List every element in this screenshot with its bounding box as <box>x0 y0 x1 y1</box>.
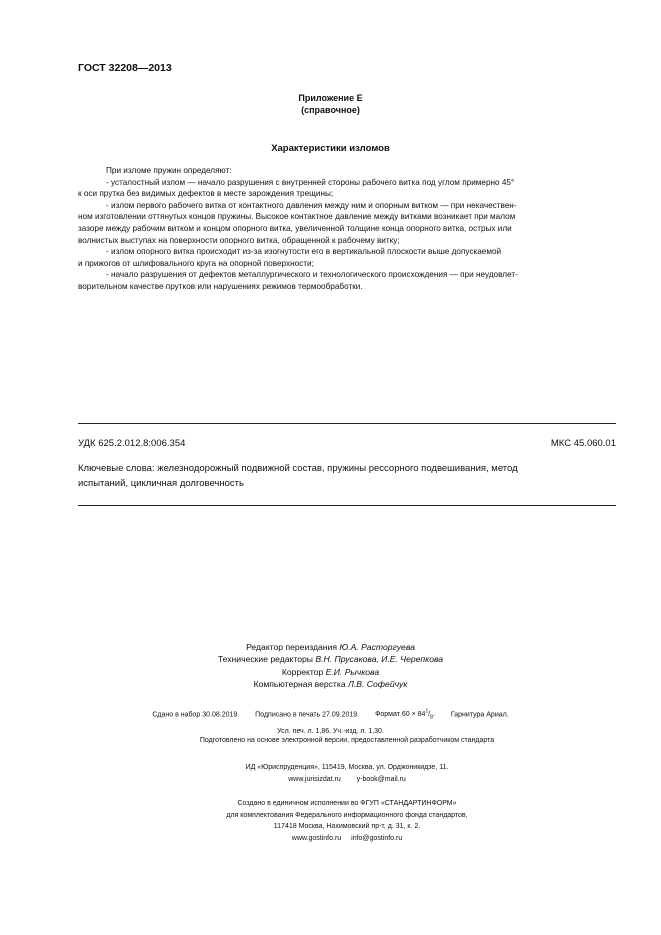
printer-email: info@gostinfo.ru <box>351 834 403 842</box>
section-body <box>78 165 616 293</box>
credit-layout <box>100 678 561 690</box>
appendix-title: Приложение Е <box>298 93 363 103</box>
paper-format: Формат $60 \times 84^1/_8$. <box>375 709 435 721</box>
section-title: Характеристики изломов <box>271 143 390 154</box>
mks-code: МКС 45.060.01 <box>550 438 616 449</box>
divider-top <box>78 423 616 424</box>
credit-name: Е.И. Рычкова <box>325 666 380 677</box>
printer-line: Создано в единичном исполнении во ФГУП «СТАНДАРТИНФОРМ» <box>237 800 457 807</box>
credit-name: Ю.А. Расторгуева <box>339 642 415 652</box>
credit-role: Редактор переиздания <box>246 642 337 652</box>
udk-code: УДК 625.2.012.8:006.354 <box>78 438 186 449</box>
publication-info <box>100 706 561 738</box>
body-line: - излом опорного витка происходит из-за изогнутости его в вертикальной плоскости выше допускаемой <box>106 247 502 257</box>
credit-role: Технические редакторы <box>217 654 313 665</box>
credit-role: Компьютерная верстка <box>253 678 346 689</box>
keywords-line: Ключевые слова: железнодорожный подвижной состав, пружины рессорного подвешивания, метод <box>78 463 518 474</box>
document-code: ГОСТ 32208—2013 <box>78 62 172 74</box>
keywords <box>78 462 616 491</box>
prepared-note: Подготовлено на основе электронной версии, предоставленной разработчиком стандарта <box>199 737 495 744</box>
publisher-block <box>78 762 616 786</box>
printer-block <box>78 798 616 844</box>
divider-bottom <box>78 505 616 506</box>
body-line: к оси прутка без видимых дефектов в месте зарождения трещины; <box>78 189 334 199</box>
publisher-email: y-book@mail.ru <box>356 776 406 783</box>
body-line: - начало разрушения от дефектов металлургического и технологического происхождения — при неудовлет- <box>106 270 518 280</box>
body-line: волнистых выступах на поверхности опорного витка, обращенной к рабочему витку; <box>78 235 400 245</box>
publication-sheets: Уч.-изд. л. 1,30. <box>333 727 384 735</box>
credit-name: В.Н. Прусакова, И.Е. Черепкова <box>315 654 444 665</box>
typeface: Гарнитура Ариал. <box>450 711 509 719</box>
printer-line: для комплектования Федерального информационного фонда стандартов, <box>226 811 468 819</box>
publisher-address: ИД «Юриспруденция», 115419, Москва, ул. Орджоникидзе, 11. <box>245 764 449 771</box>
body-line: ворительном качестве прутков или нарушениях режимов термообработки. <box>78 281 363 291</box>
body-line: ном изготовлении оттянутых концов пружины. Высокое контактное давление между витками возникает при малом <box>78 212 516 222</box>
body-line: и прижогов от шлифовального круга на опорной поверхности; <box>78 258 314 268</box>
body-line: - усталостный излом — начало разрушения с внутренней стороны рабочего витка под углом примерно 45° <box>106 177 515 187</box>
body-line: - излом первого рабочего витка от контактного давления между ним и опорным витком — при некачествен- <box>106 200 517 210</box>
credit-name: Л.В. Софейчук <box>348 678 408 689</box>
printer-address: 117418 Москва, Нахимовский пр-т, д. 31, к. 2. <box>273 823 421 830</box>
print-sheets: Усл. печ. л. 1,86. <box>277 727 332 735</box>
credit-role: Корректор <box>281 666 324 677</box>
credit-editor <box>100 641 561 653</box>
credits-block <box>100 641 561 690</box>
keywords-line: испытаний, цикличная долговечность <box>78 477 244 489</box>
appendix-subtitle: (справочное) <box>301 105 360 115</box>
publisher-site: www.jurisizdat.ru <box>288 776 341 783</box>
signed-date: Подписано в печать 27.09.2019. <box>255 711 360 719</box>
credit-corrector <box>100 666 561 678</box>
body-line: зазоре между рабочим витком и концом опорного витка, увеличенной толщине конца опорного витка, острых или <box>78 223 512 233</box>
printer-site: www.gostinfo.ru <box>291 834 342 842</box>
body-line: При изломе пружин определяют: <box>106 166 232 175</box>
credit-tech-editors <box>100 653 561 665</box>
sent-date: Сдано в набор 30.08.2019. <box>152 711 240 719</box>
